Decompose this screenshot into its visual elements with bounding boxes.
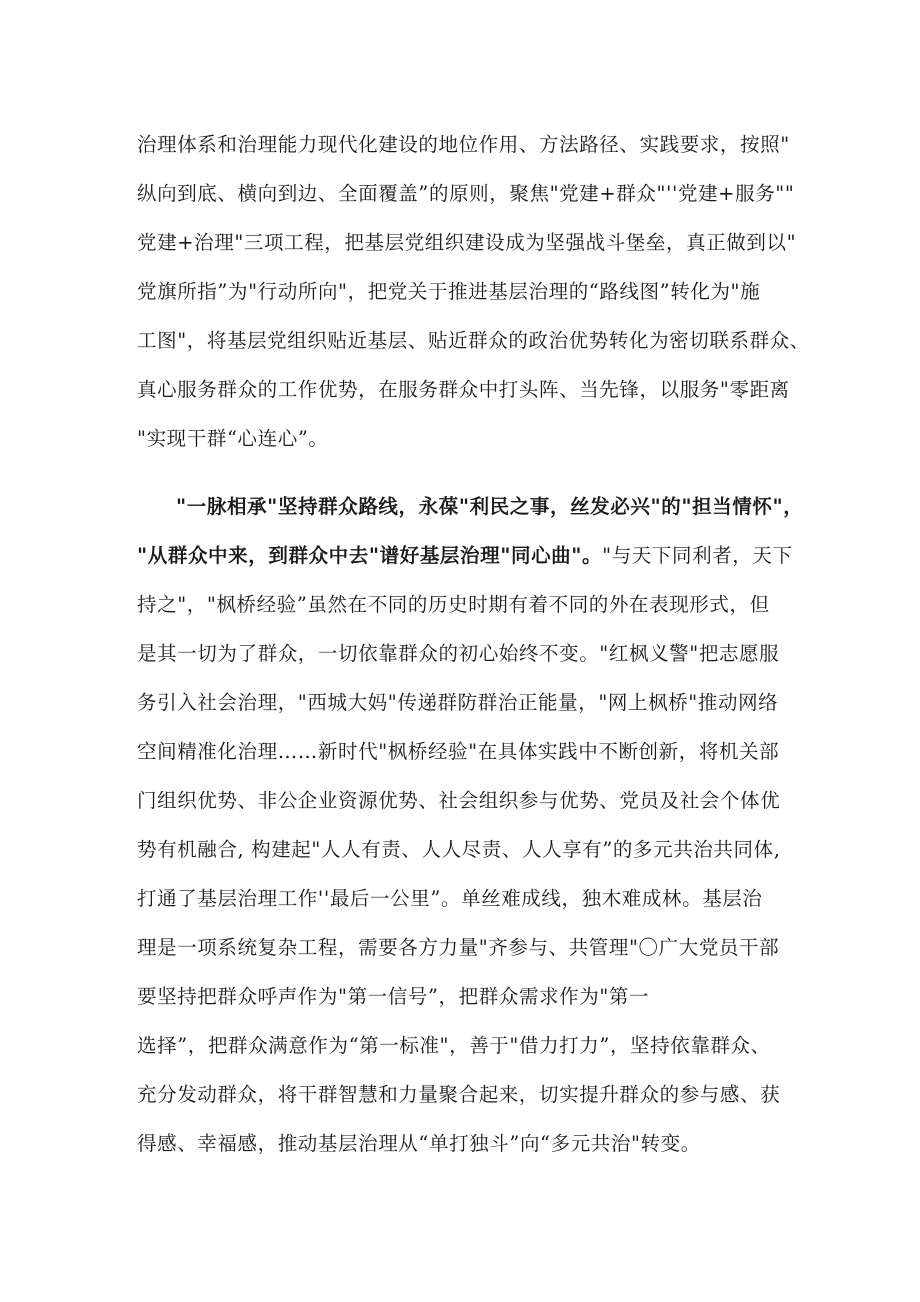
- paragraph-2-line-10: 理是一项系统复杂工程，需要各方力量"齐参与、共管理"〇广大党员干部: [137, 936, 780, 959]
- paragraph-1-line-3: 党建+治理"三项工程，把基层党组织建设成为坚强战斗堡垒，真正做到以": [137, 231, 797, 254]
- paragraph-1-line-7: "实现干群“心连心”。: [137, 427, 329, 450]
- paragraph-1-line-1: 治理体系和治理能力现代化建设的地位作用、方法路径、实践要求，按照": [137, 133, 790, 156]
- paragraph-2-line-14: 得感、幸福感，推动基层治理从“单打独斗”向“多元共治"转变。: [137, 1132, 701, 1155]
- paragraph-2-line-7: 门组织优势、非公企业资源优势、社会组织参与优势、党员及社会个体优: [137, 789, 781, 812]
- paragraph-1-line-2: 纵向到底、横向到边、全面覆盖”的原则，聚焦"党建+群众"''党建+服务"": [137, 182, 795, 205]
- paragraph-2-line-2: [137, 542, 793, 570]
- paragraph-2-line-2-rest: "与天下同利者，天下: [602, 544, 793, 567]
- paragraph-2-line-4: 是其一切为了群众，一切依靠群众的初心始终不变。"红枫义警"把志愿服: [137, 642, 780, 665]
- paragraph-2-line-6: 空间精准化治理……新时代"枫桥经验"在具体实践中不断创新，将机关部: [137, 740, 780, 763]
- paragraph-2-line-9: 打通了基层治理工作''最后一公里”。单丝难成线，独木难成林。基层治: [137, 887, 763, 910]
- paragraph-2-line-1: "一脉相承"坚持群众路线，永葆"利民之事，丝发必兴"的"担当情怀"，: [176, 495, 804, 518]
- paragraph-1-line-6: 真心服务群众的工作优势，在服务群众中打头阵、当先锋，以服务"零距离: [137, 378, 790, 401]
- paragraph-2-line-2-bold: "从群众中来，到群众中去"谱好基层治理"同心曲"。: [137, 544, 603, 567]
- paragraph-2-line-13: 充分发动群众，将干群智慧和力量聚合起来，切实提升群众的参与感、获: [137, 1083, 781, 1106]
- paragraph-2-line-11: 要坚持把群众呼声作为"第一信号”，把群众需求作为"第一: [137, 985, 650, 1008]
- paragraph-1-line-4: 党旗所指”为"行动所向"，把党关于推进基层治理的“路线图”转化为"施: [137, 280, 761, 303]
- paragraph-2-line-3: 持之"，"枫桥经验”虽然在不同的历史时期有着不同的外在表现形式，但: [137, 593, 770, 616]
- paragraph-2-line-12: 选择”，把群众满意作为“第一标准"，善于"借力打力”，坚持依靠群众、: [137, 1034, 771, 1057]
- paragraph-2-line-8: 势有机融合, 构建起"人人有责、人人尽责、人人享有”的多元共治共同体,: [137, 838, 781, 861]
- paragraph-2-line-5: 务引入社会治理，"西城大妈"传递群防群治正能量，"网上枫桥"推动网络: [137, 691, 779, 714]
- paragraph-1-line-5: 工图"，将基层党组织贴近基层、贴近群众的政治优势转化为密切联系群众、: [137, 329, 810, 352]
